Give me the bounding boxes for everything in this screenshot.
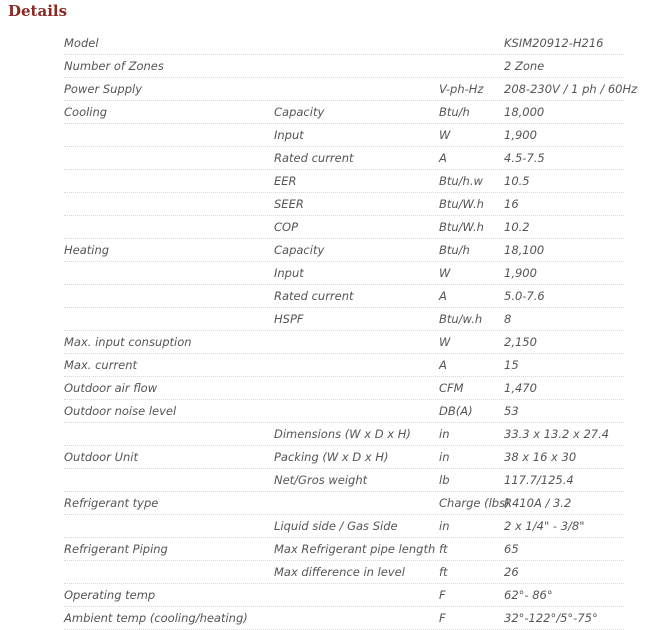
spec-label: Operating temp (64, 588, 156, 602)
spec-label: Outdoor noise level (64, 404, 177, 418)
spec-value: 4.5-7.5 (504, 151, 545, 165)
spec-sublabel: COP (274, 220, 299, 234)
spec-value: 208-230V / 1 ph / 60Hz (504, 82, 638, 96)
spec-value: KSIM20912-H216 (504, 36, 604, 50)
spec-sublabel: Net/Gros weight (274, 473, 368, 487)
spec-row (64, 285, 624, 308)
spec-unit: ft (439, 542, 448, 556)
spec-unit: W (439, 128, 451, 142)
spec-row (64, 561, 624, 584)
spec-row (64, 216, 624, 239)
spec-unit: Btu/W.h (439, 197, 484, 211)
spec-row (64, 423, 624, 446)
spec-sublabel: Input (274, 266, 304, 280)
spec-value: 62°- 86° (504, 588, 553, 602)
spec-label: Ambient temp (cooling/heating) (64, 611, 248, 625)
spec-unit: W (439, 335, 451, 349)
spec-row (64, 308, 624, 331)
spec-unit: A (439, 358, 447, 372)
spec-label: Outdoor air flow (64, 381, 158, 395)
spec-row (64, 124, 624, 147)
spec-label: Refrigerant type (64, 496, 159, 510)
spec-sublabel: Packing (W x D x H) (274, 450, 389, 464)
spec-label: Heating (64, 243, 110, 257)
spec-unit: Charge (lbs) (439, 496, 510, 510)
spec-row (64, 469, 624, 492)
spec-sublabel: Capacity (274, 243, 325, 257)
spec-row (64, 400, 624, 423)
spec-value: 117.7/125.4 (504, 473, 574, 487)
spec-label: Power Supply (64, 82, 143, 96)
spec-value: 26 (504, 565, 519, 579)
spec-row (64, 101, 624, 124)
spec-sublabel: Capacity (274, 105, 325, 119)
spec-unit: ft (439, 565, 448, 579)
spec-value: 1,900 (504, 128, 537, 142)
spec-table (64, 32, 638, 630)
spec-sublabel: Input (274, 128, 304, 142)
spec-unit: lb (439, 473, 450, 487)
spec-value: 65 (504, 542, 519, 556)
spec-row (64, 515, 624, 538)
spec-row (64, 193, 624, 216)
spec-value: 8 (504, 312, 512, 326)
spec-value: 2 x 1/4" - 3/8" (504, 519, 585, 533)
spec-value: 32°-122°/5°-75° (504, 611, 598, 625)
spec-value: 18,000 (504, 105, 545, 119)
spec-row (64, 55, 624, 78)
spec-sublabel: Liquid side / Gas Side (274, 519, 398, 533)
spec-value: 18,100 (504, 243, 545, 257)
spec-value: 15 (504, 358, 519, 372)
spec-unit: Btu/W.h (439, 220, 484, 234)
spec-sublabel: EER (274, 174, 297, 188)
spec-unit: Btu/h (439, 243, 470, 257)
spec-row (64, 492, 624, 515)
spec-row (64, 32, 624, 55)
spec-unit: F (439, 611, 446, 625)
spec-unit: in (439, 427, 450, 441)
spec-unit: F (439, 588, 446, 602)
spec-label: Cooling (64, 105, 108, 119)
spec-value: 10.2 (504, 220, 530, 234)
spec-value: 33.3 x 13.2 x 27.4 (504, 427, 610, 441)
spec-unit: V-ph-Hz (439, 82, 484, 96)
spec-value: 53 (504, 404, 519, 418)
spec-unit: A (439, 289, 447, 303)
spec-row (64, 538, 624, 561)
spec-value: 38 x 16 x 30 (504, 450, 577, 464)
spec-sublabel: Rated current (274, 289, 354, 303)
spec-sublabel: Rated current (274, 151, 354, 165)
spec-unit: Btu/h (439, 105, 470, 119)
spec-row (64, 354, 624, 377)
spec-row (64, 584, 624, 607)
spec-unit: CFM (439, 381, 464, 395)
spec-value: 2,150 (504, 335, 537, 349)
spec-sublabel: Max difference in level (274, 565, 405, 579)
spec-row (64, 262, 624, 285)
page-title: Details (8, 2, 68, 20)
spec-row (64, 331, 624, 354)
spec-label: Refrigerant Piping (64, 542, 168, 556)
spec-row (64, 170, 624, 193)
spec-unit: A (439, 151, 447, 165)
spec-sublabel: HSPF (274, 312, 304, 326)
spec-unit: Btu/w.h (439, 312, 483, 326)
spec-unit: Btu/h.w (439, 174, 483, 188)
spec-row (64, 239, 624, 262)
spec-value: 5.0-7.6 (504, 289, 545, 303)
spec-value: R410A / 3.2 (504, 496, 572, 510)
spec-unit: in (439, 450, 450, 464)
spec-row (64, 446, 624, 469)
spec-row (64, 607, 624, 630)
spec-value: 10.5 (504, 174, 530, 188)
spec-value: 1,470 (504, 381, 537, 395)
spec-unit: W (439, 266, 451, 280)
spec-unit: in (439, 519, 450, 533)
spec-value: 16 (504, 197, 519, 211)
spec-value: 1,900 (504, 266, 537, 280)
spec-row (64, 78, 638, 101)
spec-label: Outdoor Unit (64, 450, 139, 464)
spec-label: Number of Zones (64, 59, 164, 73)
spec-sublabel: SEER (274, 197, 304, 211)
spec-label: Model (64, 36, 99, 50)
spec-sublabel: Max Refrigerant pipe length (274, 542, 436, 556)
spec-row (64, 377, 624, 400)
spec-label: Max. current (64, 358, 138, 372)
spec-label: Max. input consuption (64, 335, 192, 349)
spec-unit: DB(A) (439, 404, 473, 418)
spec-sublabel: Dimensions (W x D x H) (274, 427, 411, 441)
spec-value: 2 Zone (504, 59, 545, 73)
spec-row (64, 147, 624, 170)
